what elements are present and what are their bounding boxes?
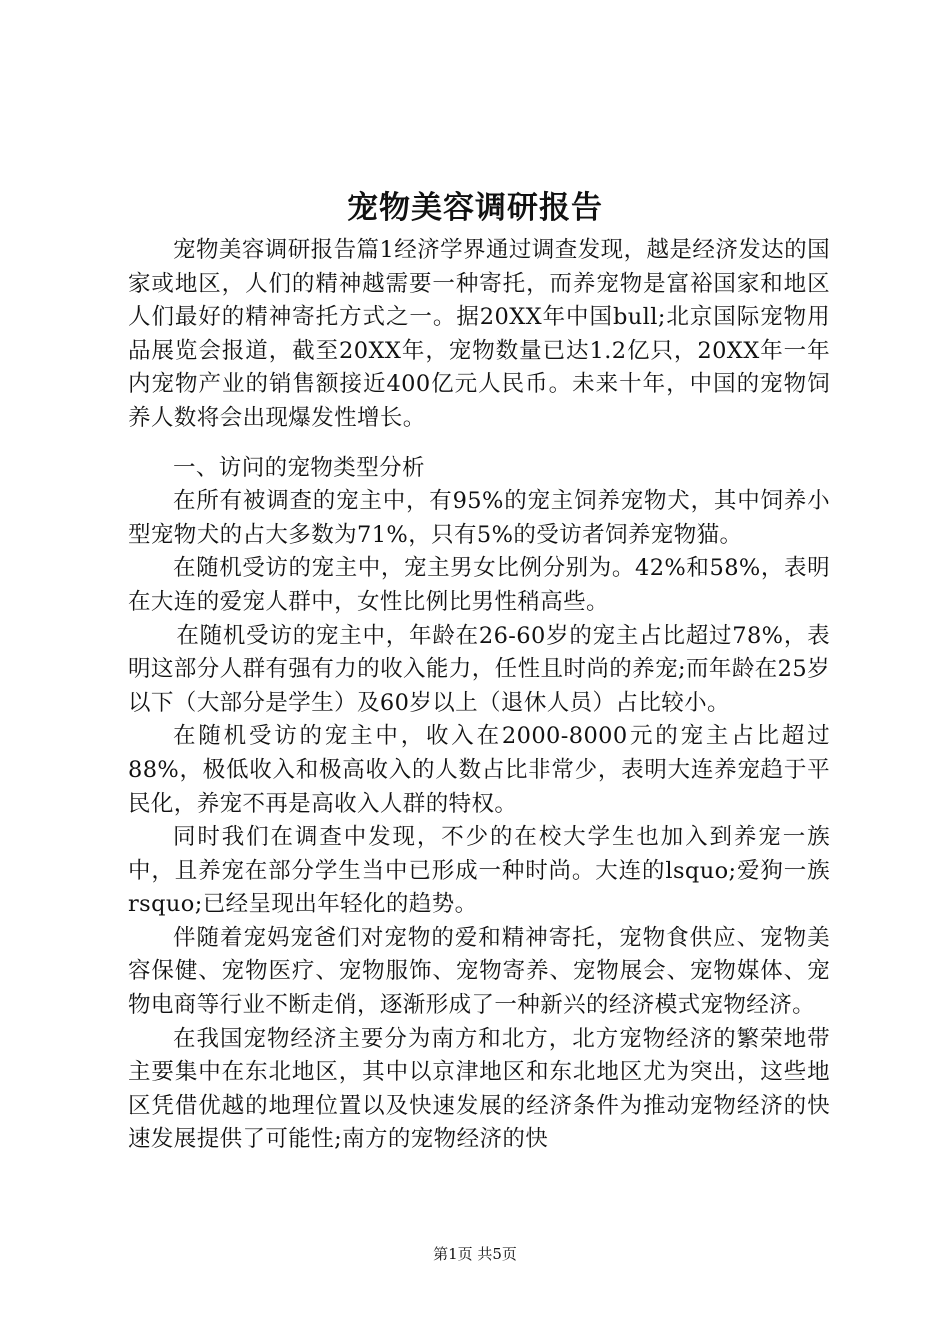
paragraph: 伴随着宠妈宠爸们对宠物的爱和精神寄托，宠物食供应、宠物美容保健、宠物医疗、宠物服饰、宠物寄养、宠物展会、宠物媒体、宠物电商等行业不断走俏，逐渐形成了一种新兴的经济模式宠物经济。 (128, 924, 830, 1019)
paragraph: 在所有被调查的宠主中，有95%的宠主饲养宠物犬，其中饲养小型宠物犬的占大多数为71%，只有5%的受访者饲养宠物猫。 (128, 488, 830, 548)
paragraph-intro: 宠物美容调研报告篇1经济学界通过调查发现，越是经济发达的国家或地区，人们的精神越需要一种寄托，而养宠物是富裕国家和地区人们最好的精神寄托方式之一。据20XX年中国bull;北京国际宠物用品展览会报道，截至20XX年，宠物数量已达1.2亿只，20XX年一年内宠物产业的销售额接近400亿元人民币。未来十年，中国的宠物饲养人数将会出现爆发性增长。 (128, 237, 830, 431)
document-body (128, 234, 830, 1157)
section-heading: 一、访问的宠物类型分析 (173, 454, 425, 481)
paragraph: 同时我们在调查中发现，不少的在校大学生也加入到养宠一族中，且养宠在部分学生当中已形成一种时尚。大连的lsquo;爱狗一族rsquo;已经呈现出年轻化的趋势。 (128, 824, 830, 918)
page-indicator: 第1页 共5页 (433, 1245, 517, 1263)
paragraph: 在我国宠物经济主要分为南方和北方，北方宠物经济的繁荣地带主要集中在东北地区，其中以京津地区和东北地区尤为突出，这些地区凭借优越的地理位置以及快速发展的经济条件为推动宠物经济的快速发展提供了可能性;南方的宠物经济的快 (128, 1025, 830, 1153)
paragraph: 在随机受访的宠主中，宠主男女比例分别为。42%和58%，表明在大连的爱宠人群中，女性比例比男性稍高些。 (128, 555, 830, 615)
document-title: 宠物美容调研报告 (347, 190, 603, 226)
paragraph: 在随机受访的宠主中，年龄在26-60岁的宠主占比超过78%，表明这部分人群有强有力的收入能力，任性且时尚的养宠;而年龄在25岁以下（大部分是学生）及60岁以上（退休人员）占比较小。 (128, 622, 830, 716)
paragraph: 在随机受访的宠主中，收入在2000-8000元的宠主占比超过88%，极低收入和极高收入的人数占比非常少，表明大连养宠趋于平民化，养宠不再是高收入人群的特权。 (128, 723, 830, 817)
